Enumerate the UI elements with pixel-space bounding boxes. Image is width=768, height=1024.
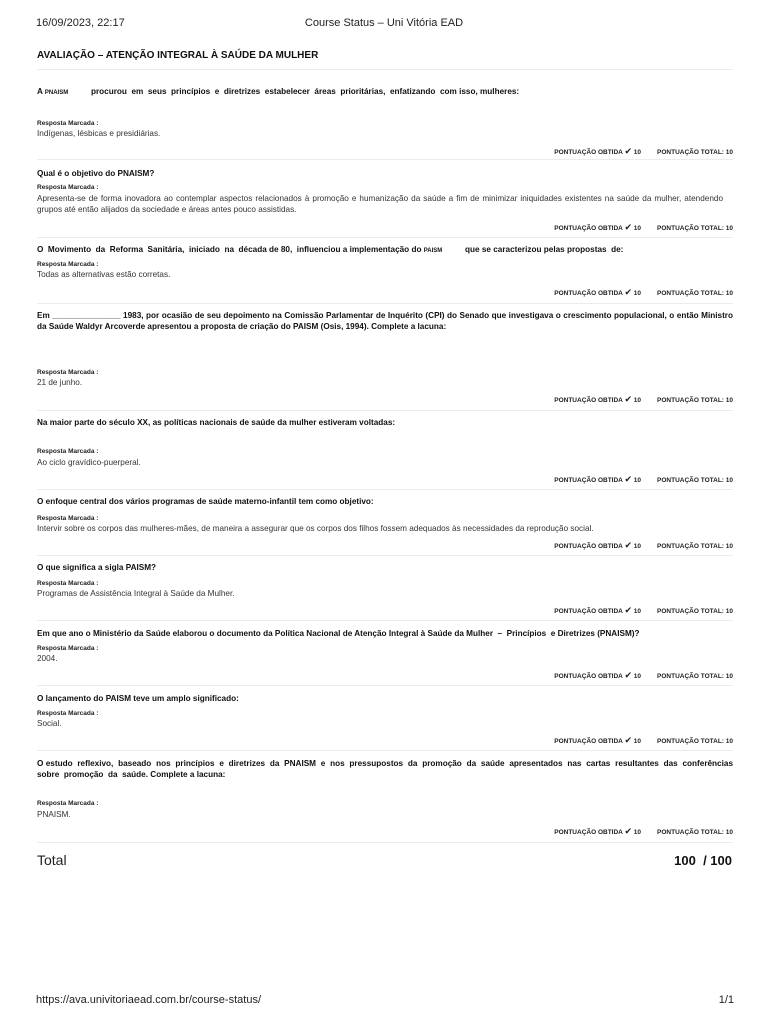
score-obtained-value: 10 [633, 290, 642, 297]
score-row [554, 287, 733, 298]
answer-label: Resposta Marcada : [37, 645, 99, 652]
check-icon: ✔ [624, 605, 632, 615]
print-page-title: Course Status – Uni Vitória EAD [304, 17, 464, 29]
answer-text: Ao ciclo gravídico-puerperal. [37, 458, 141, 467]
answer-label: Resposta Marcada : [37, 800, 99, 807]
print-url: https://ava.univitoriaead.com.br/course-status/ [36, 994, 261, 1006]
score-row [554, 826, 733, 837]
assessment-title: AVALIAÇÃO – ATENÇÃO INTEGRAL À SAÚDE DA MULHER [37, 50, 319, 61]
score-total: PONTUAÇÃO TOTAL: 10 [657, 290, 733, 297]
answer-label: Resposta Marcada : [37, 448, 99, 455]
question-text: O estudo reflexivo, baseado nos princípios e diretrizes da PNAISM e nos pressupostos da promoção da saúde apresentados nas cartas resultantes das conferências sobre promoção da saúde. Complete a lacuna: [37, 759, 736, 779]
question-text: O Movimento da Reforma Sanitária, iniciado na década de 80, influenciou a implementação do PAISM que se caracterizou pelas propostas de: [37, 245, 624, 254]
total-label: Total [37, 852, 67, 868]
score-row [554, 605, 733, 616]
score-obtained-value: 10 [633, 829, 642, 836]
question-divider [37, 303, 733, 304]
check-icon: ✔ [624, 670, 632, 680]
answer-label: Resposta Marcada : [37, 515, 99, 522]
score-obtained-value: 10 [633, 673, 642, 680]
question-text: A PNAISM procurou em seus princípios e diretrizes estabelecer áreas prioritárias, enfatizando com isso, mulheres: [37, 87, 520, 96]
question-text: Qual é o objetivo do PNAISM? [37, 169, 155, 178]
check-icon: ✔ [624, 826, 632, 836]
question-divider [37, 685, 733, 686]
page-number: 1/1 [718, 994, 734, 1006]
answer-text: Intervir sobre os corpos das mulheres-mães, de maneira a assegurar que os corpos dos filhos fossem adequados às necessidades da reprodução social. [37, 524, 594, 533]
question-divider [37, 842, 733, 843]
answer-text: Todas as alternativas estão corretas. [37, 270, 171, 279]
score-row [554, 474, 733, 485]
check-icon: ✔ [624, 287, 632, 297]
score-total: PONTUAÇÃO TOTAL: 10 [657, 829, 733, 836]
check-icon: ✔ [624, 735, 632, 745]
answer-label: Resposta Marcada : [37, 184, 99, 191]
abbreviation: PAISM [423, 248, 443, 254]
score-total: PONTUAÇÃO TOTAL: 10 [657, 738, 733, 745]
score-obtained-label: PONTUAÇÃO OBTIDA [554, 149, 623, 156]
score-total: PONTUAÇÃO TOTAL: 10 [657, 225, 733, 232]
question-text: O enfoque central dos vários programas de saúde materno-infantil tem como objetivo: [37, 497, 374, 506]
score-obtained-value: 10 [633, 543, 642, 550]
score-row [554, 222, 733, 233]
score-total: PONTUAÇÃO TOTAL: 10 [657, 608, 733, 615]
score-obtained-label: PONTUAÇÃO OBTIDA [554, 290, 623, 297]
answer-label: Resposta Marcada : [37, 710, 99, 717]
question-divider [37, 159, 733, 160]
score-row [554, 540, 733, 551]
question-divider [37, 555, 733, 556]
score-obtained-value: 10 [633, 738, 642, 745]
score-obtained-label: PONTUAÇÃO OBTIDA [554, 608, 623, 615]
check-icon: ✔ [624, 222, 632, 232]
answer-text: 21 de junho. [37, 378, 83, 387]
question-divider [37, 750, 733, 751]
check-icon: ✔ [624, 146, 632, 156]
score-obtained-label: PONTUAÇÃO OBTIDA [554, 477, 623, 484]
score-row [554, 146, 733, 157]
score-obtained-value: 10 [633, 149, 642, 156]
abbreviation: PNAISM [44, 90, 69, 96]
score-obtained-value: 10 [633, 225, 642, 232]
score-total: PONTUAÇÃO TOTAL: 10 [657, 477, 733, 484]
score-total: PONTUAÇÃO TOTAL: 10 [657, 673, 733, 680]
question-text: Em que ano o Ministério da Saúde elaborou o documento da Política Nacional de Atenção Integral à Saúde da Mulher – Princípios e Diretrizes (PNAISM)? [37, 629, 640, 638]
score-obtained-label: PONTUAÇÃO OBTIDA [554, 673, 623, 680]
question-divider [37, 620, 733, 621]
answer-text: Programas de Assistência Integral à Saúde da Mulher. [37, 589, 235, 598]
score-obtained-label: PONTUAÇÃO OBTIDA [554, 543, 623, 550]
answer-label: Resposta Marcada : [37, 580, 99, 587]
check-icon: ✔ [624, 540, 632, 550]
total-score: 100 / 100 [674, 853, 732, 868]
answer-text: 2004. [37, 654, 58, 663]
answer-text: Indígenas, lésbicas e presidiárias. [37, 129, 161, 138]
score-row [554, 670, 733, 681]
question-text: Na maior parte do século XX, as políticas nacionais de saúde da mulher estiveram voltadas: [37, 418, 396, 427]
score-obtained-value: 10 [633, 477, 642, 484]
score-obtained-value: 10 [633, 608, 642, 615]
score-row [554, 735, 733, 746]
answer-text: Social. [37, 719, 62, 728]
score-obtained-label: PONTUAÇÃO OBTIDA [554, 397, 623, 404]
answer-text: Apresenta-se de forma inovadora ao contemplar aspectos relacionados à promoção e humanização da saúde a fim de minimizar iniquidades existentes na saúde da mulher, atendendo grupos até então alijados da sociedade e áreas antes pouco assistidas. [37, 194, 723, 214]
question-divider [37, 410, 733, 411]
score-obtained-value: 10 [633, 397, 642, 404]
question-text: Em _______________ 1983, por ocasião de seu depoimento na Comissão Parlamentar de Inquérito (CPI) do Senado que investigava o crescimento populacional, o então Ministro da Saúde Waldyr Arcoverde apresentou a proposta de criação do PAISM (Osis, 1994). Complete a lacuna: [37, 311, 736, 331]
answer-label: Resposta Marcada : [37, 261, 99, 268]
question-divider [37, 237, 733, 238]
score-obtained-label: PONTUAÇÃO OBTIDA [554, 225, 623, 232]
score-total: PONTUAÇÃO TOTAL: 10 [657, 397, 733, 404]
answer-text: PNAISM. [37, 810, 71, 819]
check-icon: ✔ [624, 474, 632, 484]
score-total: PONTUAÇÃO TOTAL: 10 [657, 149, 733, 156]
answer-label: Resposta Marcada : [37, 369, 99, 376]
score-obtained-label: PONTUAÇÃO OBTIDA [554, 738, 623, 745]
title-divider [37, 69, 733, 70]
score-obtained-label: PONTUAÇÃO OBTIDA [554, 829, 623, 836]
question-divider [37, 489, 733, 490]
question-text: O que significa a sigla PAISM? [37, 563, 157, 572]
answer-label: Resposta Marcada : [37, 120, 99, 127]
score-total: PONTUAÇÃO TOTAL: 10 [657, 543, 733, 550]
question-text: O lançamento do PAISM teve um amplo significado: [37, 694, 239, 703]
print-datetime: 16/09/2023, 22:17 [36, 17, 125, 29]
check-icon: ✔ [624, 394, 632, 404]
score-row [554, 394, 733, 405]
